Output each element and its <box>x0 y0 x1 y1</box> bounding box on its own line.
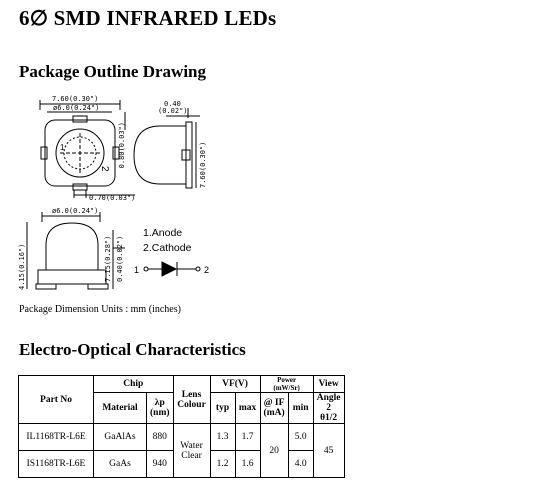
symbol-pin1: 1 <box>134 265 140 275</box>
header-chip: Chip <box>94 376 174 393</box>
cell-vf-max: 1.7 <box>235 424 260 451</box>
symbol-pin2: 2 <box>204 265 210 275</box>
header-angle-label: Angle <box>316 393 341 403</box>
legend-anode: 1.Anode <box>143 227 183 239</box>
side-view <box>134 108 200 188</box>
cell-material: GaAlAs <box>94 424 147 451</box>
header-angle-sym: 2 θ1/2 <box>320 403 338 423</box>
cell-power-min: 5.0 <box>288 424 313 451</box>
package-outline-heading: Package Outline Drawing <box>19 62 206 81</box>
cell-part: IL1168TR-L6E <box>19 424 94 451</box>
dim-side-top2: (0.02") <box>158 107 188 115</box>
cell-lambda: 940 <box>147 451 174 478</box>
dim-front-inner-height: 7.15(0.28") <box>104 235 112 282</box>
cell-lens: Water Clear <box>173 424 210 478</box>
cell-vf-max: 1.6 <box>235 451 260 478</box>
header-part-no: Part No <box>19 376 94 424</box>
electro-optical-table <box>18 375 345 478</box>
header-at-if <box>260 393 288 424</box>
cell-material: GaAs <box>94 451 147 478</box>
header-lens: Lens Colour <box>173 376 210 424</box>
legend-cathode: 2.Cathode <box>143 242 192 254</box>
header-at-if-unit: (mA) <box>263 408 285 418</box>
header-typ: typ <box>210 393 235 424</box>
header-lambda <box>147 393 174 424</box>
header-vf: VF(V) <box>210 376 260 393</box>
cell-vf-typ: 1.3 <box>210 424 235 451</box>
header-max: max <box>235 393 260 424</box>
dim-top-width: 7.60(0.30") <box>52 95 99 103</box>
cell-vf-typ: 1.2 <box>210 451 235 478</box>
header-angle <box>313 393 344 424</box>
dim-bottom-width: 0.70(0.03") <box>89 194 136 202</box>
dim-front-width: ø6.0(0.24") <box>52 207 99 215</box>
pin2-mark: 2 <box>99 166 110 172</box>
cell-part: IS1168TR-L6E <box>19 451 94 478</box>
header-min: min <box>288 393 313 424</box>
header-at-if-label: @ IF <box>263 398 285 408</box>
table-row <box>19 424 345 451</box>
cell-if: 20 <box>260 424 288 478</box>
electro-optical-heading: Electro-Optical Characteristics <box>19 340 246 359</box>
dim-front-left-height: 4.15(0.16") <box>18 243 26 290</box>
dim-top-side: 0.80(0.03") <box>118 122 126 169</box>
header-power: Power (mW/Sr) <box>260 376 313 393</box>
dim-side-top: 0.40 <box>164 100 181 108</box>
package-outline-drawing <box>0 88 550 303</box>
cell-angle: 45 <box>313 424 344 478</box>
cell-lambda: 880 <box>147 424 174 451</box>
dim-side-height: 7.60(0.30") <box>199 141 207 188</box>
cell-power-min: 4.0 <box>288 451 313 478</box>
header-lambda-unit: (nm) <box>150 408 170 418</box>
dim-front-right-height: 0.40(0.02") <box>116 235 124 282</box>
page-title: 6∅ SMD INFRARED LEDs <box>19 6 277 30</box>
header-material: Material <box>94 393 147 424</box>
dim-top-inner: ø6.0(0.24") <box>53 104 100 112</box>
dimension-note: Package Dimension Units : mm (inches) <box>19 304 181 315</box>
diode-symbol <box>144 262 200 276</box>
pin1-mark: 1 <box>60 143 65 152</box>
header-lambda-label: λp <box>154 398 165 408</box>
header-view: View <box>313 376 344 393</box>
